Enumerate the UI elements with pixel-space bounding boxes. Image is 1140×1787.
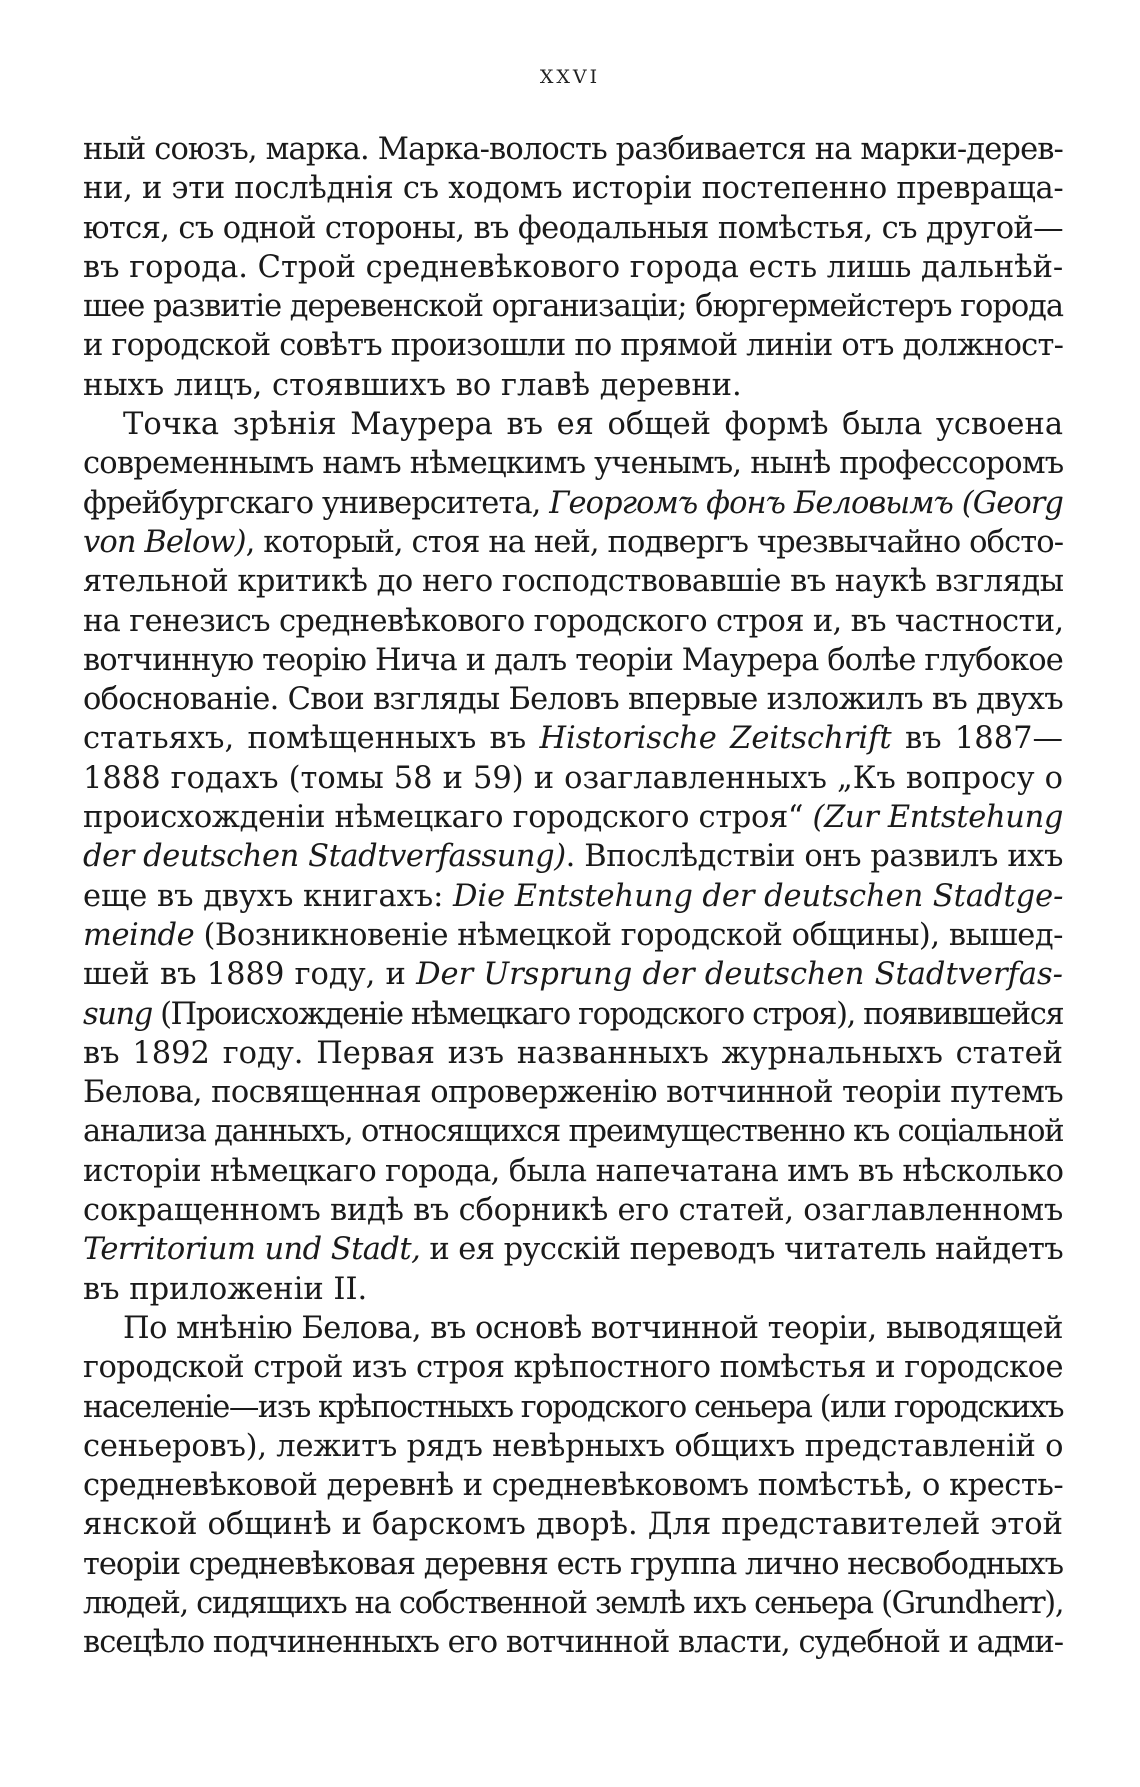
text-line xyxy=(83,287,1063,326)
italic-text: Der Ursprung der deutschen Stadtverfas- xyxy=(416,957,1063,993)
text-line xyxy=(83,1034,1063,1073)
text-run: анализа данныхъ, относящихся преимущественно къ соціальной xyxy=(83,1114,1064,1150)
text-line xyxy=(83,248,1063,287)
italic-text: Territorium und Stadt, xyxy=(83,1232,421,1268)
text-line xyxy=(83,798,1063,837)
text-run: происхожденіи нѣмецкаго городского строя“ xyxy=(83,800,813,836)
text-line xyxy=(83,1505,1063,1544)
text-line xyxy=(83,562,1063,601)
text-line xyxy=(83,209,1063,248)
text-line xyxy=(83,1270,1063,1309)
text-run: на генезисъ средневѣкового городского строя и, въ частности, xyxy=(83,603,1064,639)
text-line xyxy=(83,169,1063,208)
text-line xyxy=(83,877,1063,916)
text-line xyxy=(83,837,1063,876)
text-line xyxy=(83,366,1063,405)
text-line xyxy=(83,1388,1063,1427)
italic-text: Historische Zeitschrift xyxy=(539,721,892,757)
text-run: . Впослѣдствіи онъ развилъ ихъ xyxy=(565,839,1063,875)
text-run: населеніе—изъ крѣпостныхъ городского сеньера (или городскихъ xyxy=(83,1389,1064,1425)
italic-text: Die Entstehung der deutschen Stadtge- xyxy=(452,878,1064,914)
paragraph xyxy=(83,405,1063,1309)
text-run: ный союзъ, марка. Марка-волость разбивается на марки-дерев- xyxy=(83,132,1063,167)
text-run: еще въ двухъ книгахъ: xyxy=(83,878,453,914)
text-line xyxy=(83,1427,1063,1466)
text-line xyxy=(83,130,1063,169)
text-run: сокращенномъ видѣ въ сборникѣ его статей, озаглавленномъ xyxy=(83,1193,1063,1229)
text-run: исторіи нѣмецкаго города, была напечатана имъ въ нѣсколько xyxy=(83,1153,1064,1189)
text-run: (Происхожденіе нѣмецкаго городского строя), появившейся xyxy=(151,996,1064,1032)
text-line xyxy=(83,1584,1063,1623)
text-run: сеньеровъ), лежитъ рядъ невѣрныхъ общихъ представленій о xyxy=(83,1428,1064,1464)
text-run: статьяхъ, помѣщенныхъ въ xyxy=(83,721,540,757)
text-run: въ приложеніи II. xyxy=(83,1271,368,1307)
text-line xyxy=(83,1152,1063,1191)
paragraph xyxy=(83,1309,1063,1663)
text-run: теоріи средневѣковая деревня есть группа лично несвободныхъ xyxy=(83,1546,1063,1582)
text-line xyxy=(83,1623,1063,1662)
italic-text: meinde xyxy=(83,917,195,953)
text-line xyxy=(83,680,1063,719)
text-line xyxy=(83,759,1063,798)
text-line xyxy=(83,602,1063,641)
text-run: людей, сидящихъ на собственной землѣ ихъ сеньера (Grundherr), xyxy=(83,1585,1064,1621)
text-run: ни, и эти послѣднія съ ходомъ исторіи постепенно превраща- xyxy=(83,171,1064,207)
text-run: Белова, посвященная опроверженію вотчинной теоріи путемъ xyxy=(83,1075,1063,1111)
text-run: городской строй изъ строя крѣпостного помѣстья и городское xyxy=(83,1350,1063,1386)
text-run: Точка зрѣнія Маурера въ ея общей формѣ была усвоена xyxy=(123,407,1063,443)
text-run: фрейбургскаго университета, xyxy=(83,485,550,521)
text-run: шее развитіе деревенской организаціи; бюргермейстеръ города xyxy=(83,289,1063,325)
text-run: и городской совѣтъ произошли по прямой линіи отъ должност- xyxy=(83,328,1064,364)
text-run: ются, съ одной стороны, въ феодальныя помѣстья, съ другой— xyxy=(83,210,1064,246)
italic-text: Георгомъ фонъ Беловымъ (Georg xyxy=(549,485,1063,521)
text-line xyxy=(83,444,1063,483)
text-line xyxy=(83,641,1063,680)
text-line xyxy=(83,1112,1063,1151)
text-run: вотчинную теорію Нича и далъ теоріи Маурера болѣе глубокое xyxy=(83,642,1063,678)
text-run: современнымъ намъ нѣмецкимъ ученымъ, нынѣ профессоромъ xyxy=(83,446,1064,482)
text-run: всецѣло подчиненныхъ его вотчинной власти, судебной и адми- xyxy=(83,1625,1064,1661)
text-line xyxy=(83,719,1063,758)
text-line xyxy=(83,326,1063,365)
text-run: 1888 годахъ (томы 58 и 59) и озаглавленныхъ „Къ вопросу о xyxy=(83,760,1063,796)
text-line xyxy=(83,1348,1063,1387)
text-run: въ города. Строй средневѣкового города есть лишь дальнѣй- xyxy=(83,249,1064,285)
text-line xyxy=(83,484,1063,523)
text-line xyxy=(83,916,1063,955)
italic-text: (Zur Entstehung xyxy=(812,800,1064,836)
text-run: въ 1892 году. Первая изъ названныхъ журнальныхъ статей xyxy=(83,1035,1063,1071)
body-text xyxy=(83,130,1063,1663)
text-run: (Возникновеніе нѣмецкой городской общины), вышед- xyxy=(194,917,1063,953)
text-line xyxy=(83,523,1063,562)
text-run: , который, стоя на ней, подвергъ чрезвычайно обсто- xyxy=(245,524,1064,560)
text-line xyxy=(83,955,1063,994)
text-line xyxy=(83,1073,1063,1112)
text-run: въ 1887— xyxy=(891,721,1064,757)
text-run: По мнѣнію Белова, въ основѣ вотчинной теоріи, выводящей xyxy=(123,1310,1064,1346)
text-run: обоснованіе. Свои взгляды Беловъ впервые изложилъ въ двухъ xyxy=(83,682,1063,718)
paragraph xyxy=(83,130,1063,405)
italic-text: sung xyxy=(83,996,152,1032)
italic-text: der deutschen Stadtverfassung) xyxy=(83,839,566,875)
italic-text: von Below) xyxy=(83,524,246,560)
text-line xyxy=(83,1230,1063,1269)
page-number: XXVI xyxy=(539,66,601,88)
text-run: ятельной критикѣ до него господствовавшіе въ наукѣ взгляды xyxy=(83,564,1064,600)
text-line xyxy=(83,1309,1063,1348)
text-run: янской общинѣ и барскомъ дворѣ. Для представителей этой xyxy=(83,1507,1063,1543)
text-line xyxy=(83,1466,1063,1505)
text-line xyxy=(83,1545,1063,1584)
text-line xyxy=(83,405,1063,444)
text-line xyxy=(83,995,1063,1034)
text-line xyxy=(83,1191,1063,1230)
text-run: шей въ 1889 году, и xyxy=(83,957,417,993)
text-run: ныхъ лицъ, стоявшихъ во главѣ деревни. xyxy=(83,367,742,403)
text-run: средневѣковой деревнѣ и средневѣковомъ помѣстьѣ, о кресть- xyxy=(83,1468,1064,1504)
text-run: и ея русскій переводъ читатель найдетъ xyxy=(420,1232,1064,1268)
